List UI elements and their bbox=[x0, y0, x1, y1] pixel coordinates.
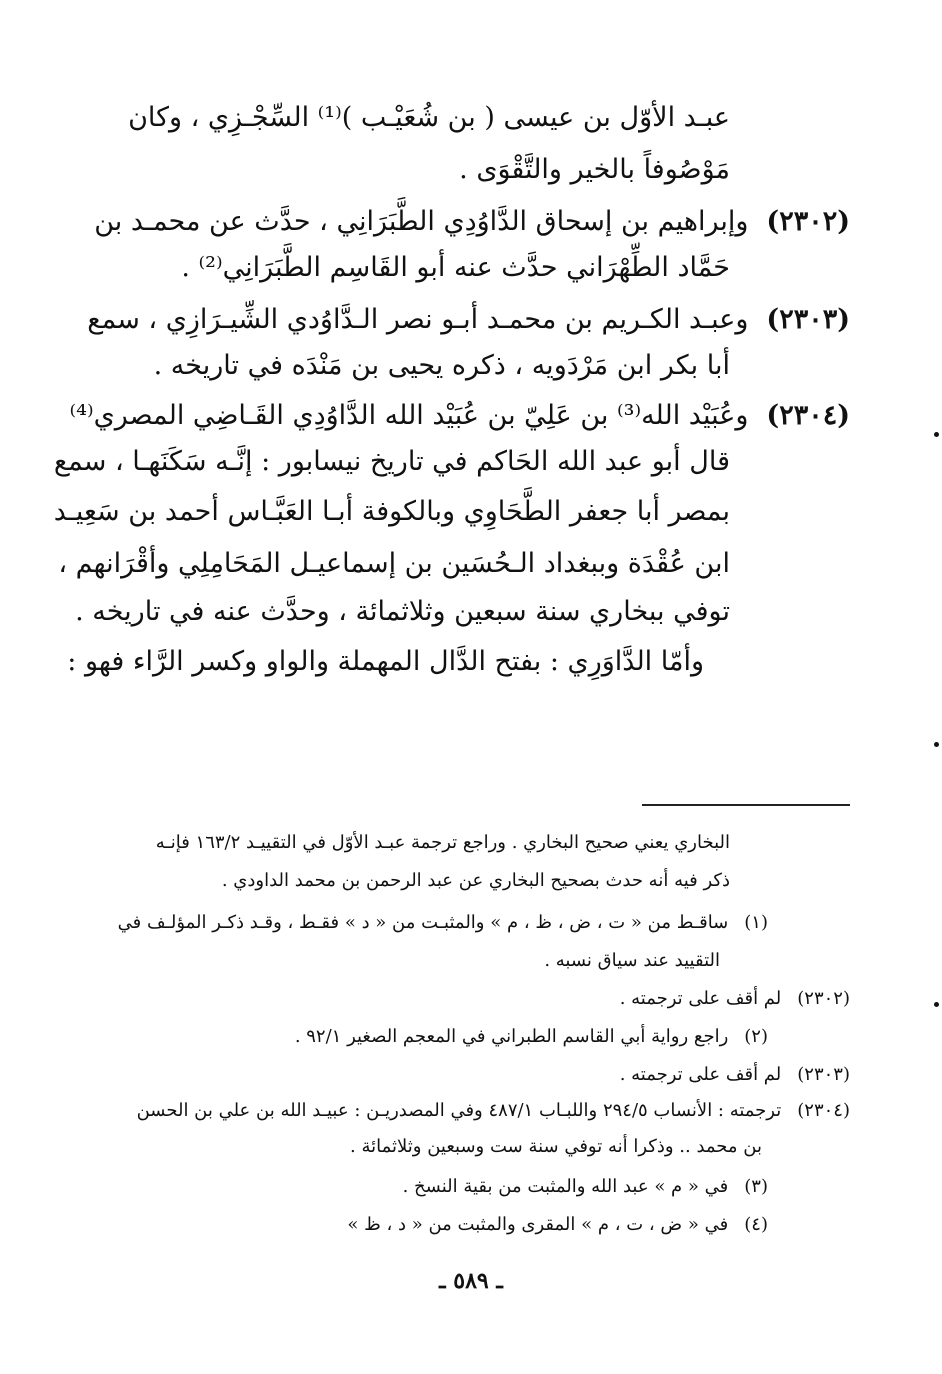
main-line bbox=[54, 442, 730, 482]
main-line bbox=[58, 544, 730, 584]
footnote-text: لم أقف على ترجمته . bbox=[619, 988, 782, 1009]
scan-mark bbox=[934, 1002, 939, 1007]
footnote-number: (٣) bbox=[744, 1176, 768, 1197]
main-line bbox=[75, 592, 730, 632]
footnote-text: لم أقف على ترجمته . bbox=[619, 1064, 782, 1085]
footnote-line bbox=[544, 946, 720, 976]
footnote-number: (٢٣٠٤) bbox=[797, 1100, 850, 1121]
main-line bbox=[69, 396, 850, 436]
entry-number: (٢٣٠٣) bbox=[766, 304, 850, 335]
page-number: ـ ٥٨٩ ـ bbox=[439, 1268, 503, 1294]
footnote-text: ترجمته : الأنساب ٢٩٤/٥ واللبـاب ٤٨٧/١ وفي المصدريـن : عبيـد الله بن علي بن الحسن bbox=[136, 1100, 782, 1121]
footnote-line bbox=[350, 1132, 762, 1162]
main-line-text: توفي ببخاري سنة سبعين وثلاثمائة ، وحدَّث عنه في تاريخه . bbox=[75, 596, 730, 627]
main-line bbox=[154, 346, 730, 386]
main-line-text: عبـد الأوّل بن عيسى ( بن شُعَيْـب )⁽¹⁾ السِّجْـزِي ، وكان bbox=[128, 102, 730, 133]
footnote-number: (٢٣٠٢) bbox=[797, 988, 850, 1009]
footnote-text: التقييد عند سياق نسبه . bbox=[544, 950, 720, 971]
main-line-text: مَوْصُوفاً بالخير والتَّقْوَى . bbox=[459, 154, 730, 185]
main-line bbox=[128, 98, 730, 138]
footnote-text: البخاري يعني صحيح البخاري . وراجع ترجمة عبـد الأوّل في التقييـد ١٦٣/٢ فإنـه bbox=[155, 832, 730, 853]
footnote-line bbox=[295, 1022, 768, 1052]
footnote-line bbox=[118, 908, 768, 938]
scan-mark bbox=[934, 742, 939, 747]
main-line bbox=[87, 300, 850, 340]
footnote-number: (٢) bbox=[744, 1026, 768, 1047]
footnote-separator bbox=[642, 804, 850, 806]
footnote-line bbox=[222, 866, 730, 896]
footnote-number: (٤) bbox=[744, 1214, 768, 1235]
main-line bbox=[181, 248, 730, 288]
footnote-text: في « م » عبد الله والمثبت من بقية النسخ . bbox=[402, 1176, 729, 1197]
main-line bbox=[54, 492, 730, 532]
main-line bbox=[459, 150, 730, 190]
main-line bbox=[67, 642, 704, 682]
footnote-line bbox=[156, 828, 730, 858]
footnote-number: (٢٣٠٣) bbox=[797, 1064, 850, 1085]
footnote-number: (١) bbox=[744, 912, 768, 933]
footnote-text: بن محمد .. وذكرا أنه توفي سنة ست وسبعين وثلاثمائة . bbox=[350, 1136, 762, 1157]
footnote-line bbox=[403, 1172, 768, 1202]
footnote-text: ساقـط من « ت ، ض ، ظ ، م » والمثبـت من « د » فقـط ، وقـد ذكـر المؤلـف في bbox=[117, 912, 729, 933]
main-line-text: بمصر أبا جعفر الطَّحَاوِي وبالكوفة أبـا العَبَّـاس أحمد بن سَعِيـد bbox=[53, 496, 730, 527]
footnote-text: راجع رواية أبي القاسم الطبراني في المعجم الصغير ٩٢/١ . bbox=[294, 1026, 729, 1047]
footnote-line bbox=[137, 1096, 850, 1126]
main-line-text: قال أبو عبد الله الحَاكم في تاريخ نيسابور : إنَّـه سَكَنَهـا ، سمع bbox=[53, 446, 730, 477]
entry-number: (٢٣٠٢) bbox=[766, 206, 850, 237]
footnote-line bbox=[347, 1210, 768, 1240]
footnote-text: في « ض ، ت ، م » المقرى والمثبت من « د ، ظ » bbox=[347, 1214, 729, 1235]
main-line-text: وإبراهيم بن إسحاق الدَّاوُدِي الطَّبَرَانِي ، حدَّث عن محمـد بن bbox=[94, 206, 749, 237]
main-line-text: وعبـد الكـريم بن محمـد أبـو نصر الـدَّاوُدي الشِّيـرَازِي ، سمع bbox=[87, 304, 749, 335]
footnote-line bbox=[620, 1060, 850, 1090]
main-line-text: حَمَّاد الطِّهْرَاني حدَّث عنه أبو القَاسِم الطَّبَرَانِي⁽²⁾ . bbox=[181, 252, 730, 283]
scan-mark bbox=[934, 432, 939, 437]
main-line-text: ابن عُقْدَة وببغداد الـحُسَين بن إسماعيـل المَحَامِلِي وأقْرَانهم ، bbox=[58, 548, 730, 579]
footnote-line bbox=[620, 984, 850, 1014]
main-line-text: أبا بكر ابن مَرْدَويه ، ذكره يحيى بن مَنْدَه في تاريخه . bbox=[153, 350, 730, 381]
entry-number: (٢٣٠٤) bbox=[766, 400, 850, 431]
main-line-text: وأمّا الدَّاوَرِي : بفتح الدَّال المهملة والواو وكسر الرَّاء فهو : bbox=[67, 646, 704, 677]
main-line-text: وعُبَيْد الله⁽³⁾ بن عَلِيّ بن عُبَيْد الله الدَّاوُدِي القَـاضِي المصري⁽⁴⁾ bbox=[69, 400, 749, 431]
footnote-text: ذكر فيه أنه حدث بصحيح البخاري عن عبد الرحمن بن محمد الداودي . bbox=[221, 870, 730, 891]
main-line bbox=[94, 202, 850, 242]
